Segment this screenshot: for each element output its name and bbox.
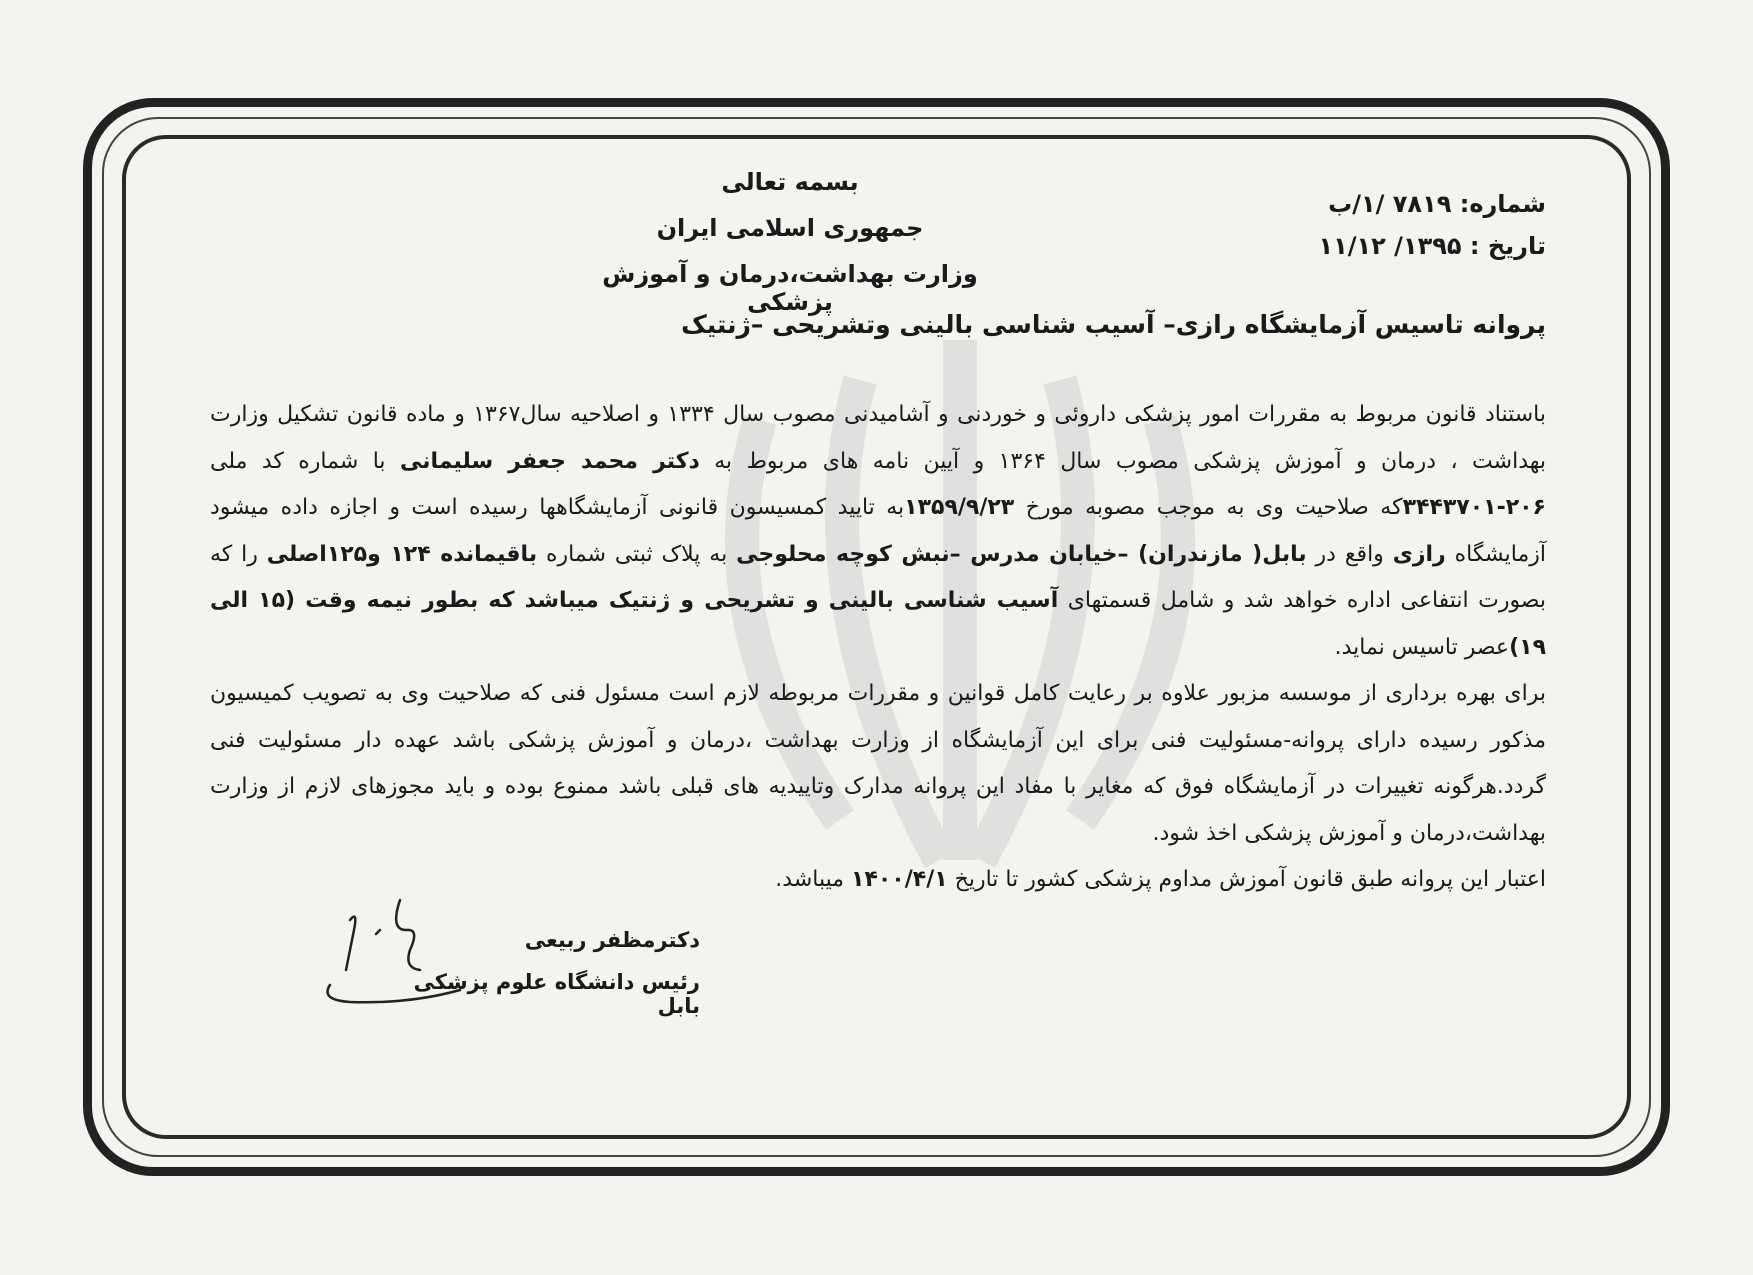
document-number: شماره: ۷۸۱۹ /۱/ب [1328, 190, 1546, 218]
document-date: تاریخ : ۱۳۹۵/ ۱۱/۱۲ [1318, 232, 1546, 260]
invocation-heading: بسمه تعالی [721, 168, 859, 196]
lab-address: بابل( مازندران) –خیابان مدرس –نبش کوچه محلوجی [736, 541, 1307, 567]
paragraph-validity: اعتبار این پروانه طبق قانون آموزش مداوم پزشکی کشور تا تاریخ ۱۴۰۰/۴/۱ میباشد. [775, 867, 1546, 892]
national-code: ۲۰۶-۳۴۴۳۷۰۱ [1402, 495, 1546, 520]
registry-plaque: باقیمانده ۱۲۴ و۱۲۵اصلی [266, 541, 538, 567]
paragraph-legal-basis: باستناد قانون مربوط به مقررات امور پزشکی داروئی و خوردنی و آشامیدنی مصوب سال ۱۳۳۴ و اصلاحیه سال۱۳۶۷ و ماده قانون تشکیل وزارت بهداشت ، درمان و آموزش پزشکی مصوب سال ۱۳۶۴ و آیین نامه های مربوط به دکتر محمد جعفر سلیمانی با شماره کد ملی ۲۰۶-۳۴۴۳۷۰۱که صلاحیت وی به موجب مصوبه مورخ ۱۳۵۹/۹/۲۳به تایید کمسیسون قانونی آزمایشگاهها رسیده است و اجازه داده میشود آزمایشگاه رازی واقع در بابل( مازندران) –خیابان مدرس –نبش کوچه محلوجی به پلاک ثبتی شماره باقیمانده ۱۲۴ و۱۲۵اصلی را که بصورت انتفاعی اداره خواهد شد و شامل قسمتهای آسیب شناسی بالینی و تشریحی و ژنتیک میباشد که بطور نیمه وقت (۱۵ الی ۱۹)عصر تاسیس نماید. [210, 402, 1547, 660]
license-title: پروانه تاسیس آزمایشگاه رازی– آسیب شناسی بالینی وتشریحی –ژنتیک [681, 310, 1546, 339]
paragraph-operation-terms: برای بهره برداری از موسسه مزبور علاوه بر رعایت کامل قوانین و مقررات مربوطه لازم است مسئول فنی که صلاحیت وی به تصویب کمیسیون مذکور رسیده دارای پروانه-مسئولیت فنی برای این آزمایشگاه از وزارت بهداشت ،درمان و آموزش پزشکی باشد عهده دار مسئولیت فنی گردد.هرگونه تغییرات در آزمایشگاه فوق که مغایر با مفاد این پروانه مدارک وتاییدیه های قبلی باشد ممنوع بوده و باید مجوزهای لازم از وزارت بهداشت،درمان و آموزش پزشکی اخذ شود. [210, 681, 1546, 846]
approval-date: ۱۳۵۹/۹/۲۳ [904, 495, 1015, 520]
lab-name: رازی [1392, 541, 1446, 567]
licensee-name: دکتر محمد جعفر سلیمانی [399, 448, 700, 474]
signature-block [380, 928, 700, 1036]
signatory-position: رئیس دانشگاه علوم پزشکی بابل [413, 970, 700, 1018]
signatory-name: دکترمظفر ربیعی [524, 928, 700, 952]
lab-sections: آسیب شناسی بالینی و تشریحی و ژنتیک میباشد که بطور نیمه وقت (۱۵ الی ۱۹) [210, 588, 1546, 660]
country-heading: جمهوری اسلامی ایران [656, 214, 924, 242]
license-body [210, 392, 1546, 904]
ministry-heading: وزارت بهداشت،درمان و آموزش پزشکی [602, 260, 978, 316]
validity-date: ۱۴۰۰/۴/۱ [851, 867, 948, 892]
